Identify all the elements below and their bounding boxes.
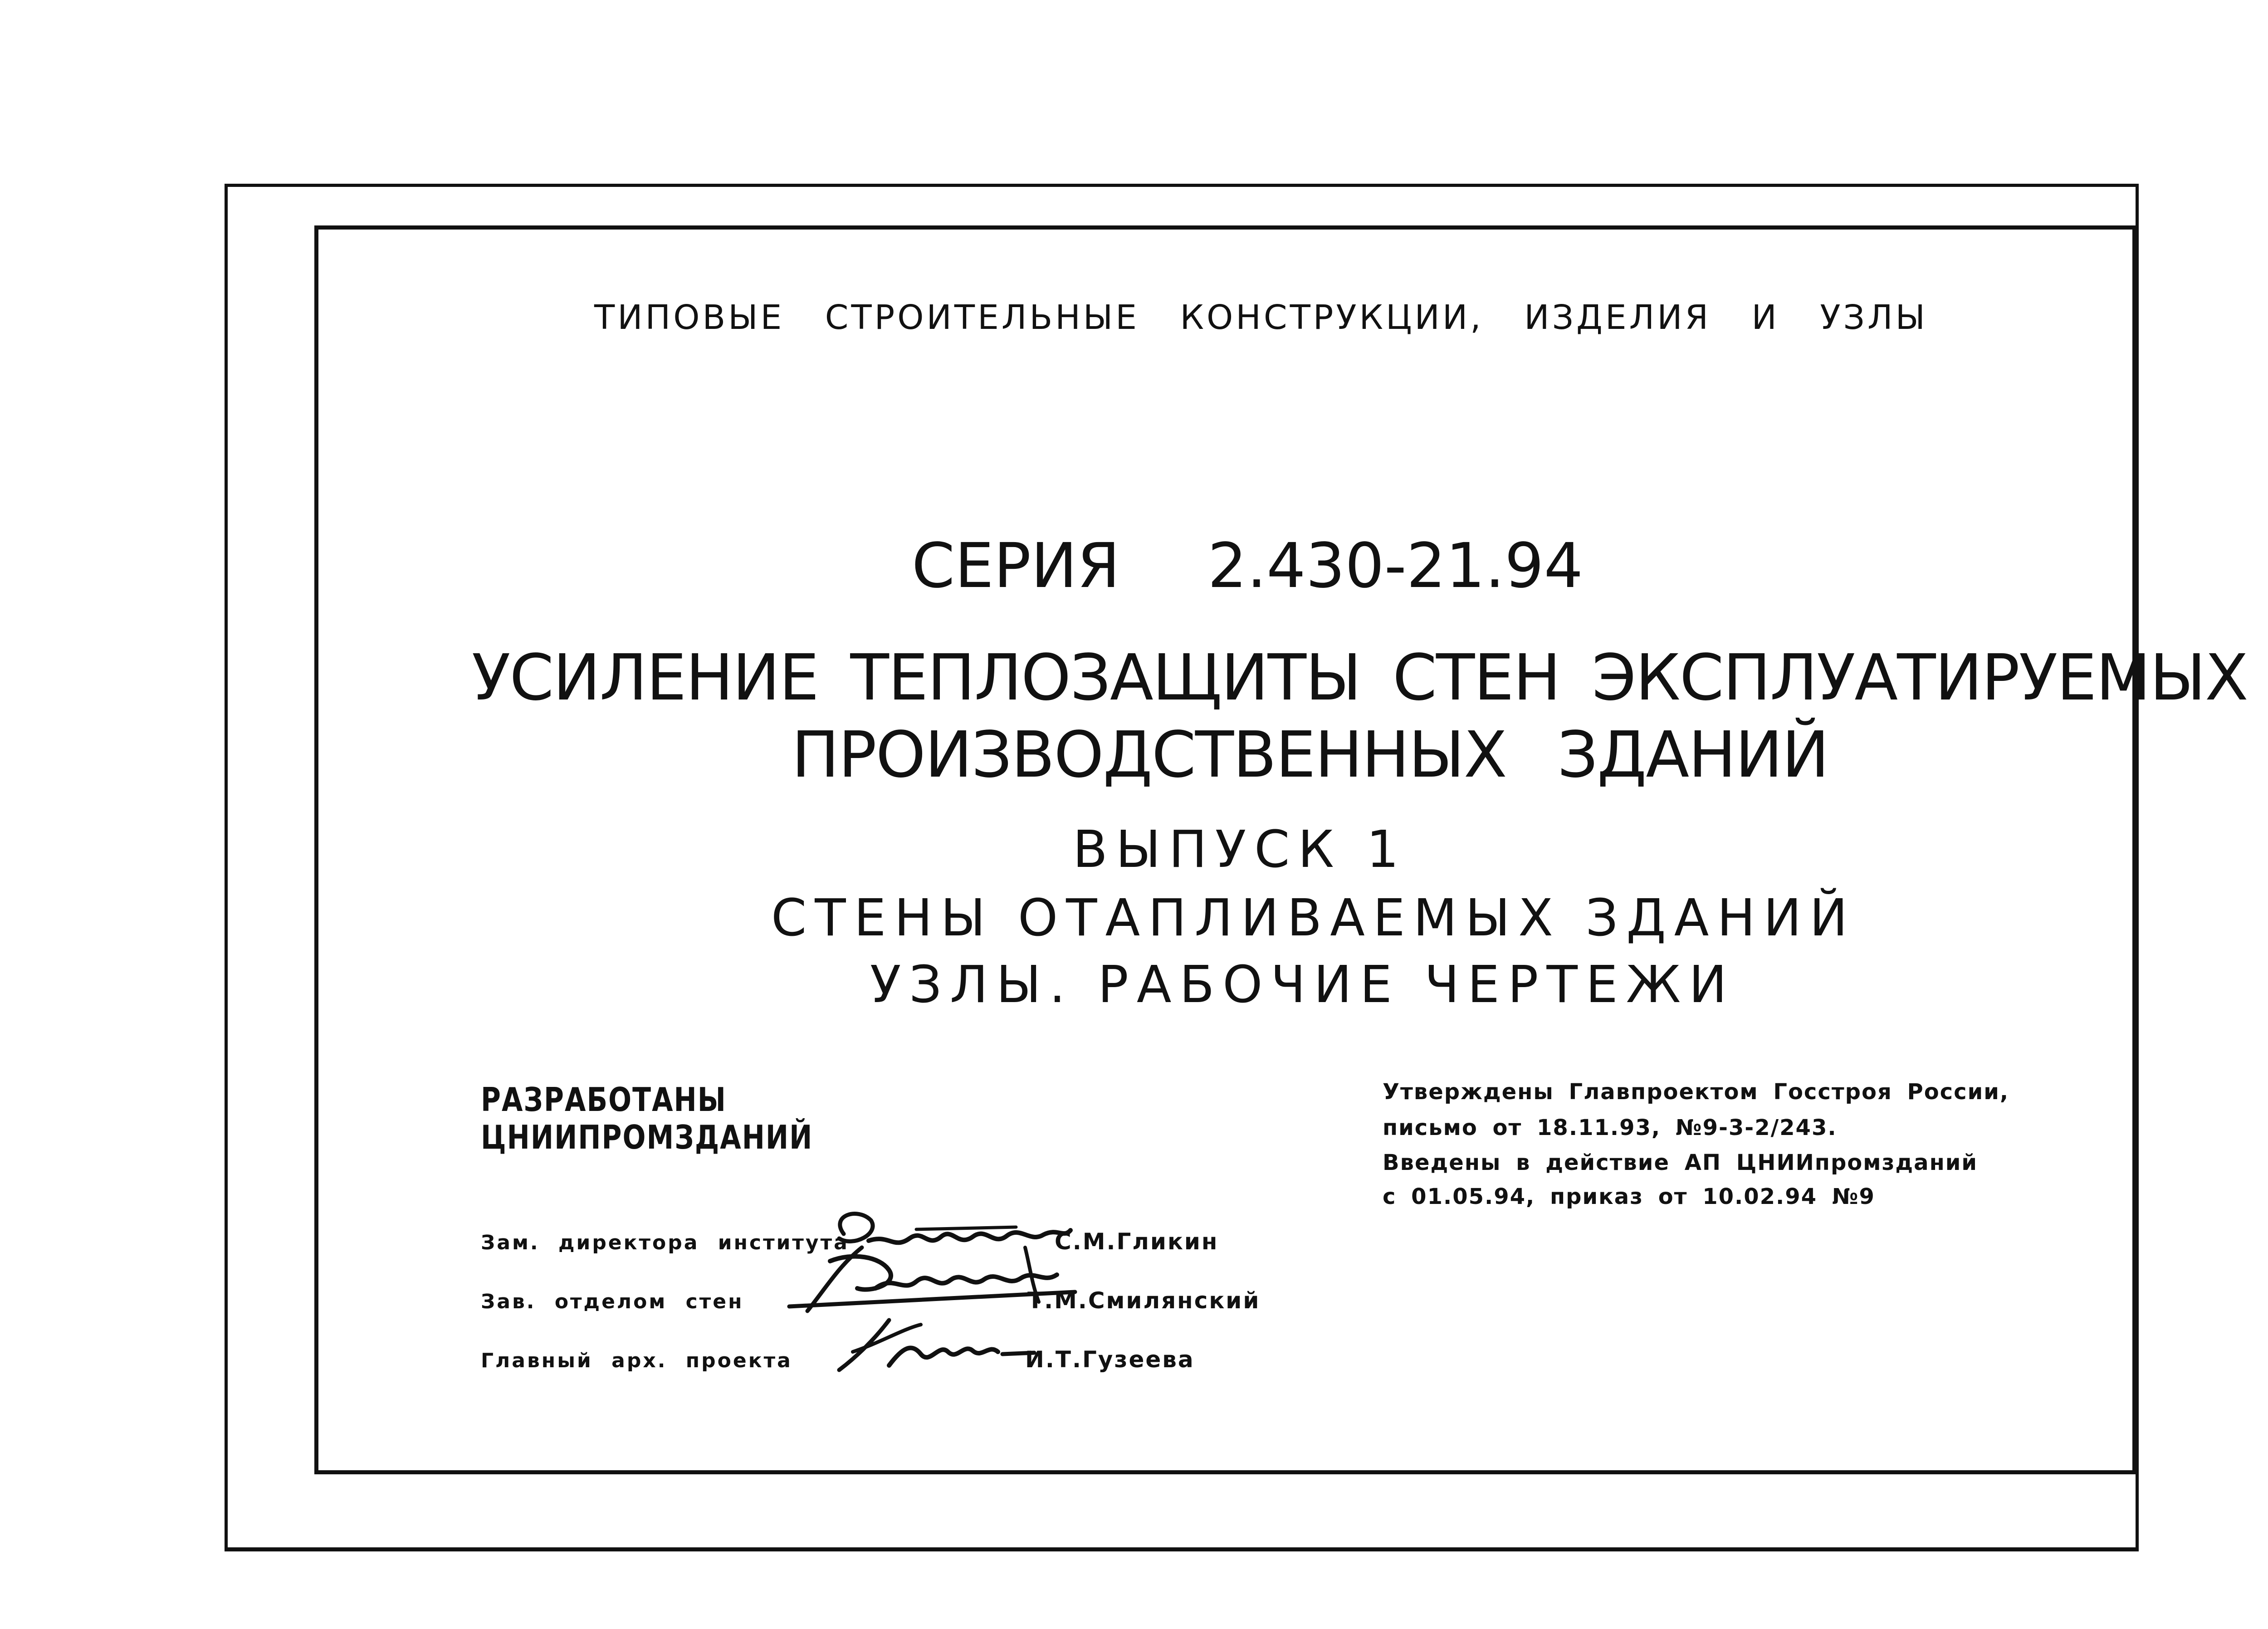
approval-line-2: письмо от 18.11.93, №9-3-2/243. <box>1383 1115 1837 1140</box>
title-line-2: ПРОИЗВОДСТВЕННЫХ ЗДАНИЙ <box>792 718 1828 792</box>
signatory-name: С.М.Гликин <box>1055 1228 1219 1255</box>
developed-by-label: РАЗРАБОТАНЫ <box>481 1081 727 1119</box>
handwritten-signature <box>826 1311 1043 1379</box>
signatory-name: И.Т.Гузеева <box>1025 1346 1195 1373</box>
developer-organization: ЦНИИПРОМЗДАНИЙ <box>481 1119 813 1157</box>
signatory-row <box>481 1325 1388 1379</box>
series-number: СЕРИЯ 2.430-21.94 <box>912 530 1584 602</box>
approval-line-3: Введены в действие АП ЦНИИпромзданий <box>1383 1150 1978 1175</box>
title-line-1: УСИЛЕНИЕ ТЕПЛОЗАЩИТЫ СТЕН ЭКСПЛУАТИРУЕМЫХ <box>472 641 2248 715</box>
signatory-name: Т.М.Смилянский <box>1027 1287 1261 1314</box>
document-header: ТИПОВЫЕ СТРОИТЕЛЬНЫЕ КОНСТРУКЦИИ, ИЗДЕЛИЯ И УЗЛЫ <box>594 298 1928 337</box>
approval-line-1: Утверждены Главпроектом Госстроя России, <box>1383 1079 2009 1105</box>
subtitle-line-1: СТЕНЫ ОТАПЛИВАЕМЫХ ЗДАНИЙ <box>771 889 1856 948</box>
signatory-role: Зав. отделом стен <box>481 1290 744 1313</box>
approval-line-4: с 01.05.94, приказ от 10.02.94 №9 <box>1383 1184 1875 1209</box>
signatory-role: Зам. директора института <box>481 1231 849 1254</box>
signatory-role: Главный арх. проекта <box>481 1349 792 1372</box>
subtitle-line-2: УЗЛЫ. РАБОЧИЕ ЧЕРТЕЖИ <box>870 955 1735 1014</box>
issue-number: ВЫПУСК 1 <box>1073 820 1407 879</box>
